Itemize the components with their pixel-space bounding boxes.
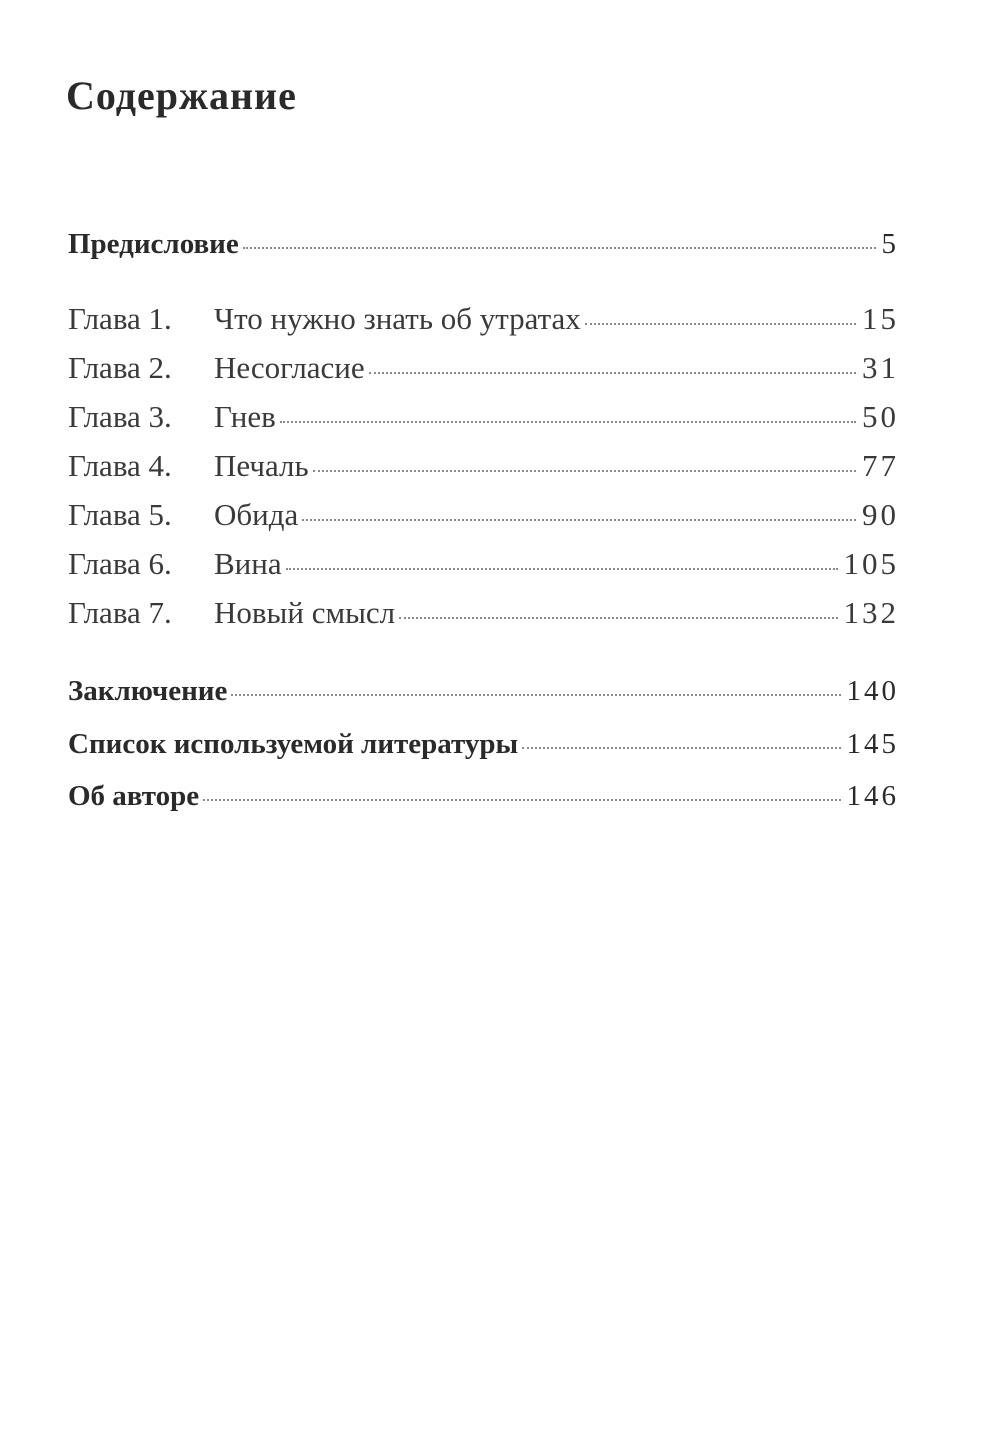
toc-page-number: 146 [846,780,899,812]
toc-entry-chapter-1 [68,301,899,336]
toc-entry-title: Список используемой литературы [68,728,519,760]
toc-page-number: 90 [862,497,899,532]
dot-leader [313,470,856,472]
chapter-label: Глава 5. [68,497,172,532]
chapter-label: Глава 6. [68,546,172,581]
toc-page-number: 140 [846,675,899,707]
toc-entry-title: Новый смысл [214,595,396,630]
toc-page-number: 50 [862,399,899,434]
chapter-label: Глава 7. [68,595,172,630]
chapter-label: Глава 3. [68,399,172,434]
toc-entry-chapter-3 [68,399,899,434]
chapter-label: Глава 4. [68,448,172,483]
toc-page-number: 105 [843,546,899,581]
toc-entry-about-author [68,780,899,812]
toc-entry-title: Несогласие [214,350,365,385]
toc-page-number: 5 [881,228,899,260]
toc-entry-title: Обида [214,497,299,532]
toc-entry-title: Заключение [68,675,228,707]
page-title: Содержание [66,73,297,118]
dot-leader [399,617,837,619]
dot-leader [243,247,876,249]
toc-entry-chapter-5 [68,497,899,532]
toc-entry-conclusion [68,675,899,707]
dot-leader [231,694,840,696]
toc-entry-title: Предисловие [68,228,239,260]
dot-leader [302,519,856,521]
dot-leader [522,747,840,749]
dot-leader [286,568,838,570]
toc-entry-chapter-2 [68,350,899,385]
toc-entry-bibliography [68,728,899,760]
toc-page-number: 132 [843,595,899,630]
chapter-label: Глава 2. [68,350,172,385]
toc-entry-chapter-4 [68,448,899,483]
toc-page-number: 31 [862,350,899,385]
toc-page-number: 77 [862,448,899,483]
toc-page-number: 145 [846,728,899,760]
toc-entry-title: Об авторе [68,780,200,812]
dot-leader [585,323,856,325]
dot-leader [203,799,840,801]
chapter-label: Глава 1. [68,301,172,336]
toc-entry-title: Что нужно знать об утратах [214,301,581,336]
dot-leader [369,372,856,374]
dot-leader [280,421,856,423]
toc-entry-title: Печаль [214,448,309,483]
toc-entry-title: Вина [214,546,282,581]
toc-entry-chapter-6 [68,546,899,581]
toc-entry-preface [68,228,899,260]
toc-entry-chapter-7 [68,595,899,630]
toc-entry-title: Гнев [214,399,276,434]
toc-page-number: 15 [862,301,899,336]
